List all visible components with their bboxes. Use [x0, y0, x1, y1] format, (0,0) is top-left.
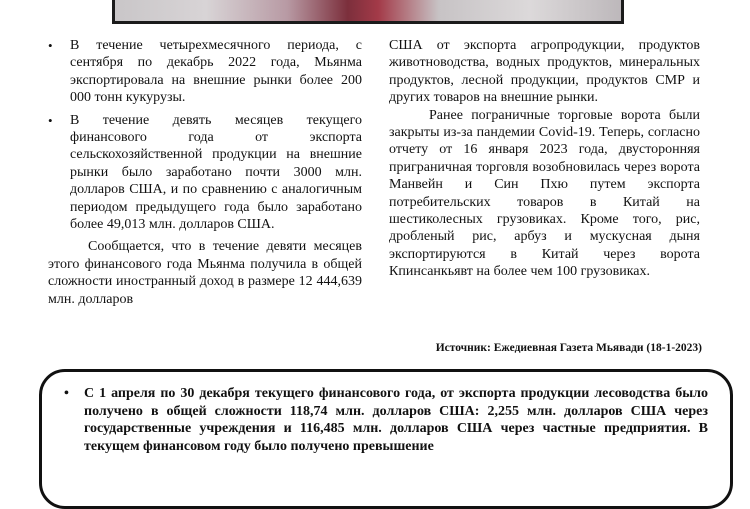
- bullet-item-corn-export: [48, 37, 362, 107]
- news-photo-image: [115, 0, 621, 21]
- highlight-box: [39, 369, 733, 509]
- bullet-icon: •: [64, 386, 69, 401]
- source-citation: Источник: Ежедиевная Газета Мьявади (18-1-2023): [435, 342, 702, 354]
- paragraph-border-trade: Ранее пограничные торговые ворота были закрыты из-за пандемии Covid-19. Теперь, согласно отчету от 16 января 2023 года, двусторонняя приграничная торговля возобновилась через ворота Манвейн и Син Пхю путем экспорта потребительских товаров в Китай на шестиколесных грузовиках. Кроме того, рис, дробленый рис, арбуз и мускусная дыня экспортируются в Китай через ворота Кпинсанкьявт на более чем 100 грузовиках.: [389, 107, 700, 280]
- bullet-item-agri-export: [48, 112, 362, 234]
- right-column: [389, 37, 700, 281]
- paragraph-export-categories: США от экспорта агропродукции, продуктов животноводства, водных продуктов, минеральных продуктов, лесной продукции, продуктов СМР и других товаров на внешние рынки.: [389, 38, 700, 106]
- bullet-text: В течение четырехмесячного периода, с сентября по декабрь 2022 года, Мьянма экспортировала на внешние рынки более 200 000 тонн кукурузы.: [70, 38, 362, 106]
- highlight-bullet-item: [64, 385, 708, 455]
- bullet-text: В течение девять месяцев текущего финансового года от экспорта сельскохозяйственной продукции на внешние рынки было заработано почти 3000 млн. долларов США, и по сравнению с аналогичным периодом предыдущего года было заработано более 49,013 млн. долларов США.: [70, 112, 362, 233]
- bullet-icon: •: [48, 38, 53, 53]
- bullet-icon: •: [48, 112, 53, 128]
- highlight-text: С 1 апреля по 30 декабря текущего финансового года, от экспорта продукции лесоводства было получено в общей сложности 118,74 млн. долларов США: 2,255 млн. долларов США через государственные учреждения и 116,485 млн. долларов США через частные предприятия. В текущем финансовом году было получено превышение: [84, 386, 708, 454]
- left-column: [48, 37, 362, 308]
- paragraph-foreign-income: Сообщается, что в течение девяти месяцев этого финансового года Мьянма получила в общей сложности иностранный доход в размере 12 444,639 млн. долларов: [48, 239, 362, 307]
- news-photo: [112, 0, 624, 24]
